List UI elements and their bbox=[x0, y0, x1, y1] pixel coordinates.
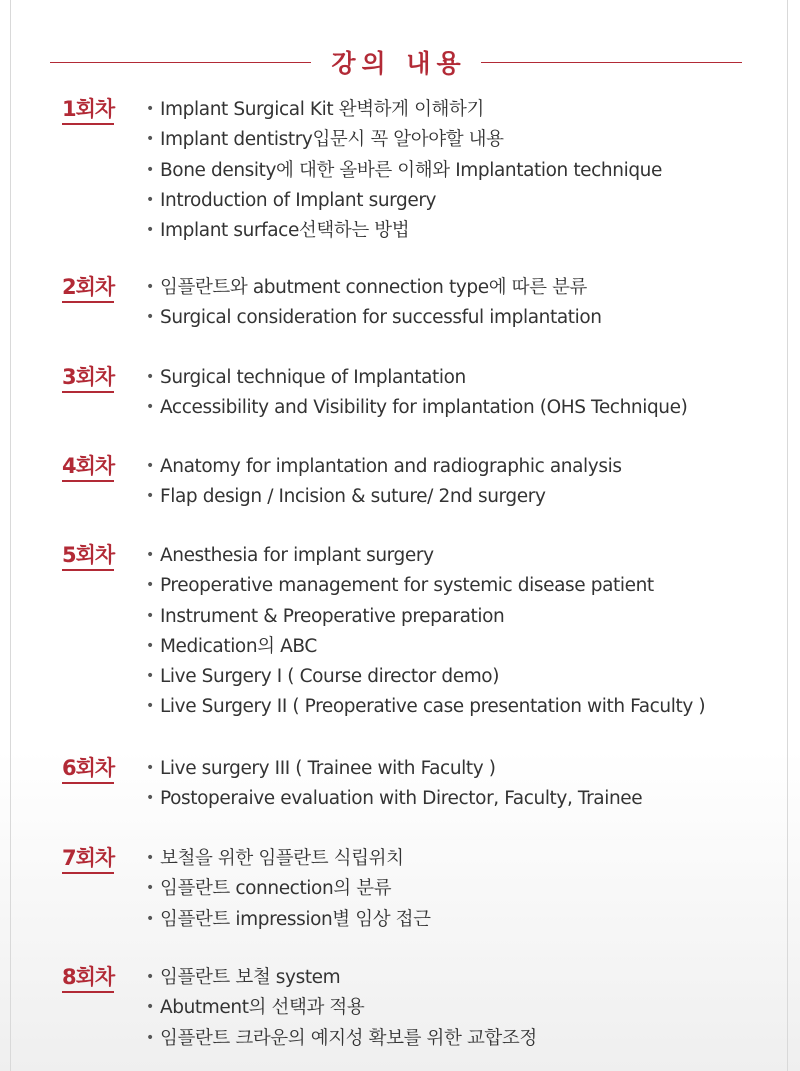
bullet-icon: • bbox=[146, 910, 154, 927]
bullet-icon: • bbox=[146, 309, 154, 326]
list-item bbox=[146, 633, 705, 663]
item-text: 임플란트 connection의 분류 bbox=[160, 878, 392, 900]
item-text: 임플란트 보철 system bbox=[160, 967, 341, 988]
item-text: Implant surface선택하는 방법 bbox=[160, 220, 410, 242]
section-header bbox=[50, 42, 742, 82]
list-item bbox=[146, 187, 662, 217]
bullet-icon: • bbox=[146, 790, 154, 807]
list-item bbox=[146, 1025, 537, 1055]
item-text: Implant dentistry입문시 꼭 알아야할 내용 bbox=[160, 129, 504, 151]
session-items bbox=[146, 845, 431, 936]
item-text: 임플란트와 abutment connection type에 따른 분류 bbox=[160, 277, 588, 298]
list-item bbox=[146, 96, 662, 126]
bullet-icon: • bbox=[146, 969, 154, 985]
list-item bbox=[146, 394, 687, 424]
list-item bbox=[146, 906, 431, 936]
item-text: Live surgery III ( Trainee with Faculty ) bbox=[160, 758, 496, 779]
item-text: Live Surgery I ( Course director demo) bbox=[160, 666, 500, 688]
list-item bbox=[146, 663, 705, 693]
item-text: Surgical consideration for successful implantation bbox=[160, 307, 602, 329]
page-title: 강의 내용 bbox=[331, 49, 467, 78]
list-item bbox=[146, 157, 662, 187]
list-item bbox=[146, 274, 602, 304]
bullet-icon: • bbox=[146, 131, 154, 148]
list-item bbox=[146, 217, 662, 247]
bullet-icon: • bbox=[146, 577, 154, 594]
session-label: 7회차 bbox=[62, 845, 114, 874]
list-item bbox=[146, 304, 602, 334]
item-text: 임플란트 impression별 임상 접근 bbox=[160, 908, 431, 930]
list-item bbox=[146, 693, 705, 723]
list-item bbox=[146, 845, 431, 875]
item-text: Live Surgery II ( Preoperative case presentation with Faculty ) bbox=[160, 696, 706, 718]
list-item bbox=[146, 126, 662, 156]
bullet-icon: • bbox=[146, 369, 154, 385]
bullet-icon: • bbox=[146, 458, 154, 474]
item-text: Anatomy for implantation and radiographic analysis bbox=[160, 456, 622, 477]
session-label: 3회차 bbox=[62, 364, 114, 393]
bullet-icon: • bbox=[146, 607, 154, 624]
bullet-icon: • bbox=[146, 850, 154, 866]
bullet-icon: • bbox=[146, 488, 154, 505]
item-text: Introduction of Implant surgery bbox=[160, 189, 437, 211]
list-item bbox=[146, 542, 705, 572]
item-text: Accessibility and Visibility for implantation (OHS Technique) bbox=[160, 397, 688, 419]
list-item bbox=[146, 964, 537, 994]
header-rule-right bbox=[481, 62, 742, 63]
item-text: Implant Surgical Kit 완벽하게 이해하기 bbox=[160, 99, 484, 120]
session-items bbox=[146, 755, 642, 816]
session-items bbox=[146, 364, 687, 425]
session-label: 8회차 bbox=[62, 964, 114, 993]
bullet-icon: • bbox=[146, 999, 154, 1016]
item-text: Postoperaive evaluation with Director, Faculty, Trainee bbox=[160, 788, 643, 810]
item-text: 보철을 위한 임플란트 식립위치 bbox=[160, 848, 404, 869]
session-label: 4회차 bbox=[62, 453, 114, 482]
list-item bbox=[146, 875, 431, 905]
bullet-icon: • bbox=[146, 668, 154, 685]
session-items bbox=[146, 964, 537, 1055]
list-item bbox=[146, 603, 705, 633]
item-text: Flap design / Incision & suture/ 2nd surgery bbox=[160, 486, 546, 508]
item-text: Abutment의 선택과 적용 bbox=[160, 997, 365, 1019]
session-label: 5회차 bbox=[62, 542, 114, 571]
bullet-icon: • bbox=[146, 760, 154, 776]
item-text: Instrument & Preoperative preparation bbox=[160, 605, 505, 627]
session-label: 2회차 bbox=[62, 274, 114, 303]
session-items bbox=[146, 274, 602, 335]
list-item bbox=[146, 453, 622, 483]
item-text: Preoperative management for systemic disease patient bbox=[160, 575, 654, 597]
session-items bbox=[146, 453, 622, 514]
list-item bbox=[146, 364, 687, 394]
header-rule-left bbox=[50, 62, 311, 63]
bullet-icon: • bbox=[146, 101, 154, 117]
bullet-icon: • bbox=[146, 399, 154, 416]
list-item bbox=[146, 572, 705, 602]
bullet-icon: • bbox=[146, 698, 154, 715]
bullet-icon: • bbox=[146, 637, 154, 654]
item-text: Surgical technique of Implantation bbox=[160, 367, 466, 388]
item-text: Medication의 ABC bbox=[160, 635, 317, 657]
session-items bbox=[146, 542, 705, 724]
bullet-icon: • bbox=[146, 191, 154, 208]
bullet-icon: • bbox=[146, 161, 154, 178]
list-item bbox=[146, 785, 642, 815]
bullet-icon: • bbox=[146, 1029, 154, 1046]
item-text: Bone density에 대한 올바른 이해와 Implantation technique bbox=[160, 159, 662, 181]
session-label: 6회차 bbox=[62, 755, 114, 784]
session-label: 1회차 bbox=[62, 96, 114, 125]
bullet-icon: • bbox=[146, 222, 154, 239]
bullet-icon: • bbox=[146, 880, 154, 897]
list-item bbox=[146, 994, 537, 1024]
bullet-icon: • bbox=[146, 279, 154, 295]
list-item bbox=[146, 483, 622, 513]
list-item bbox=[146, 755, 642, 785]
session-items bbox=[146, 96, 662, 247]
item-text: 임플란트 크라운의 예지성 확보를 위한 교합조정 bbox=[160, 1027, 537, 1049]
item-text: Anesthesia for implant surgery bbox=[160, 545, 434, 566]
bullet-icon: • bbox=[146, 547, 154, 563]
